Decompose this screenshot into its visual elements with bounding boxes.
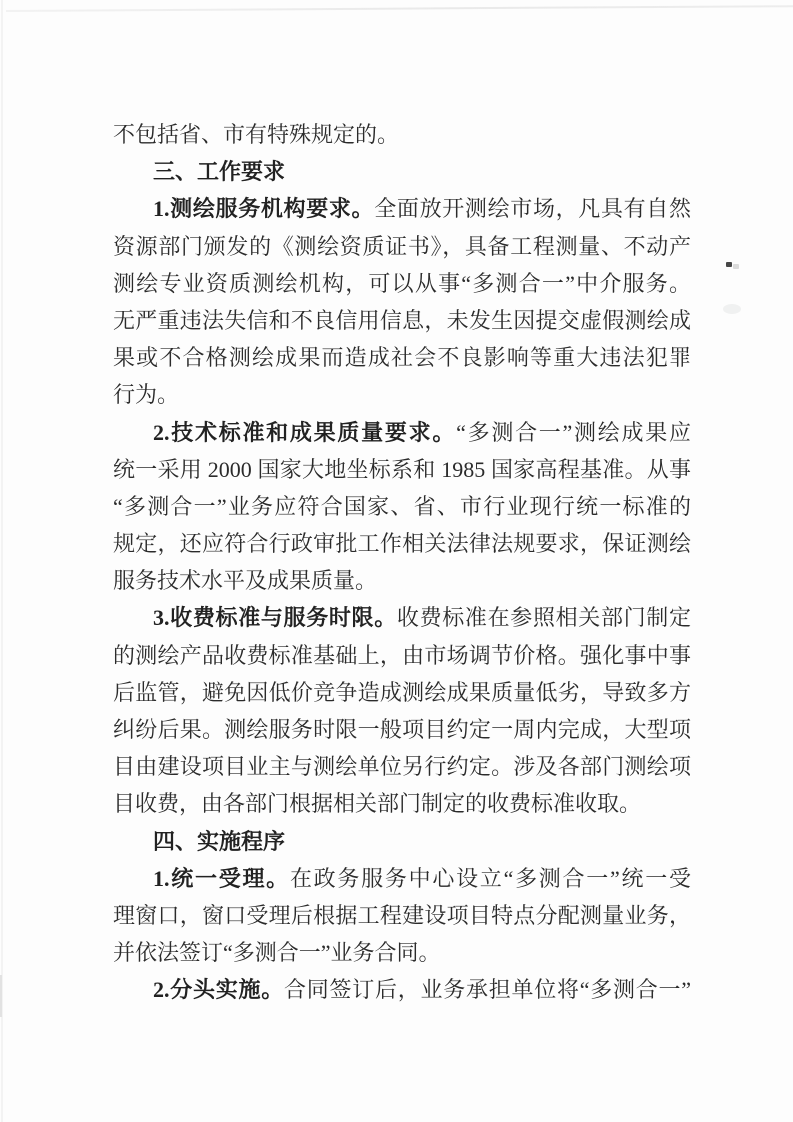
- body-run: 后监管，避免因低价竞争造成测绘成果质量低劣，导致多方: [113, 679, 691, 705]
- text-line: [113, 785, 691, 822]
- body-run: 规定，还应符合行政审批工作相关法律法规要求，保证测绘: [113, 531, 691, 557]
- text-line: [113, 674, 691, 711]
- body-run: 纠纷后果。测绘服务时限一般项目约定一周内完成，大型项: [113, 717, 691, 742]
- document-text: [113, 116, 691, 1009]
- body-run: 理窗口，窗口受理后根据工程建设项目特点分配测量业务，: [113, 902, 691, 928]
- body-run: 全面放开测绘市场，凡具有自然: [374, 196, 691, 222]
- bold-run: 三、工作要求: [153, 159, 286, 185]
- body-run: 统一采用 2000 国家大地坐标系和 1985 国家高程基准。从事: [113, 456, 691, 482]
- body-run: 并依法签订“多测合一”业务合同。: [113, 940, 441, 966]
- text-line: [113, 897, 691, 934]
- scan-artifact-smudge: [723, 304, 741, 314]
- scan-artifact-left-edge: [1, 0, 3, 1122]
- body-run: 在政务服务中心设立“多测合一”统一受: [289, 865, 691, 891]
- text-line: [113, 116, 691, 153]
- text-line: [113, 860, 691, 897]
- text-line: [113, 934, 691, 971]
- body-run: 果或不合格测绘成果而造成社会不良影响等重大违法犯罪: [113, 345, 691, 371]
- body-run: 收费标准在参照相关部门制定: [396, 605, 691, 631]
- text-line: [113, 525, 691, 562]
- bold-run: 1.测绘服务机构要求。: [153, 196, 375, 222]
- text-line: [113, 190, 691, 227]
- bold-run: 2.分头实施。: [153, 977, 284, 1003]
- bold-run: 四、实施程序: [153, 828, 286, 854]
- text-line: [113, 488, 691, 525]
- text-line: [113, 339, 691, 376]
- text-line: [113, 748, 691, 785]
- body-run: 测绘专业资质测绘机构，可以从事“多测合一”中介服务。: [113, 270, 691, 296]
- body-run: 服务技术水平及成果质量。: [113, 568, 378, 594]
- text-line: [113, 228, 691, 265]
- body-run: 不包括省、市有特殊规定的。: [113, 122, 400, 147]
- text-line: [113, 414, 691, 451]
- body-run: 的测绘产品收费标准基础上，由市场调节价格。强化事中事: [113, 642, 691, 668]
- text-line: [113, 637, 691, 674]
- text-line: [113, 711, 691, 748]
- body-run: 目收费，由各部门根据相关部门制定的收费标准收取。: [113, 791, 642, 817]
- heading-line: [113, 823, 691, 860]
- bold-run: 3.收费标准与服务时限。: [153, 605, 397, 631]
- text-line: [113, 562, 691, 599]
- body-run: 资源部门颁发的《测绘资质证书》，具备工程测量、不动产: [113, 233, 691, 259]
- body-run: 无严重违法失信和不良信用信息，未发生因提交虚假测绘成: [113, 307, 691, 333]
- scan-artifact-top-line: [6, 5, 793, 12]
- text-line: [113, 451, 691, 488]
- body-run: 目由建设项目业主与测绘单位另行约定。涉及各部门测绘项: [113, 754, 691, 780]
- bold-run: 2.技术标准和成果质量要求。: [153, 419, 457, 445]
- text-line: [113, 376, 691, 413]
- body-run: 合同签订后，业务承担单位将“多测合一”: [284, 977, 691, 1003]
- scan-artifact-left-edge-mark: [0, 975, 2, 1017]
- text-line: [113, 302, 691, 339]
- bold-run: 1.统一受理。: [153, 865, 290, 891]
- body-run: “多测合一”业务应符合国家、省、市行业现行统一标准的: [113, 493, 691, 519]
- text-line: [113, 265, 691, 302]
- scan-artifact-ink-speck: [726, 262, 732, 267]
- body-run: “多测合一”测绘成果应: [456, 419, 691, 445]
- heading-line: [113, 153, 691, 190]
- body-run: 行为。: [113, 382, 180, 408]
- text-line: [113, 971, 691, 1008]
- text-line: [113, 599, 691, 636]
